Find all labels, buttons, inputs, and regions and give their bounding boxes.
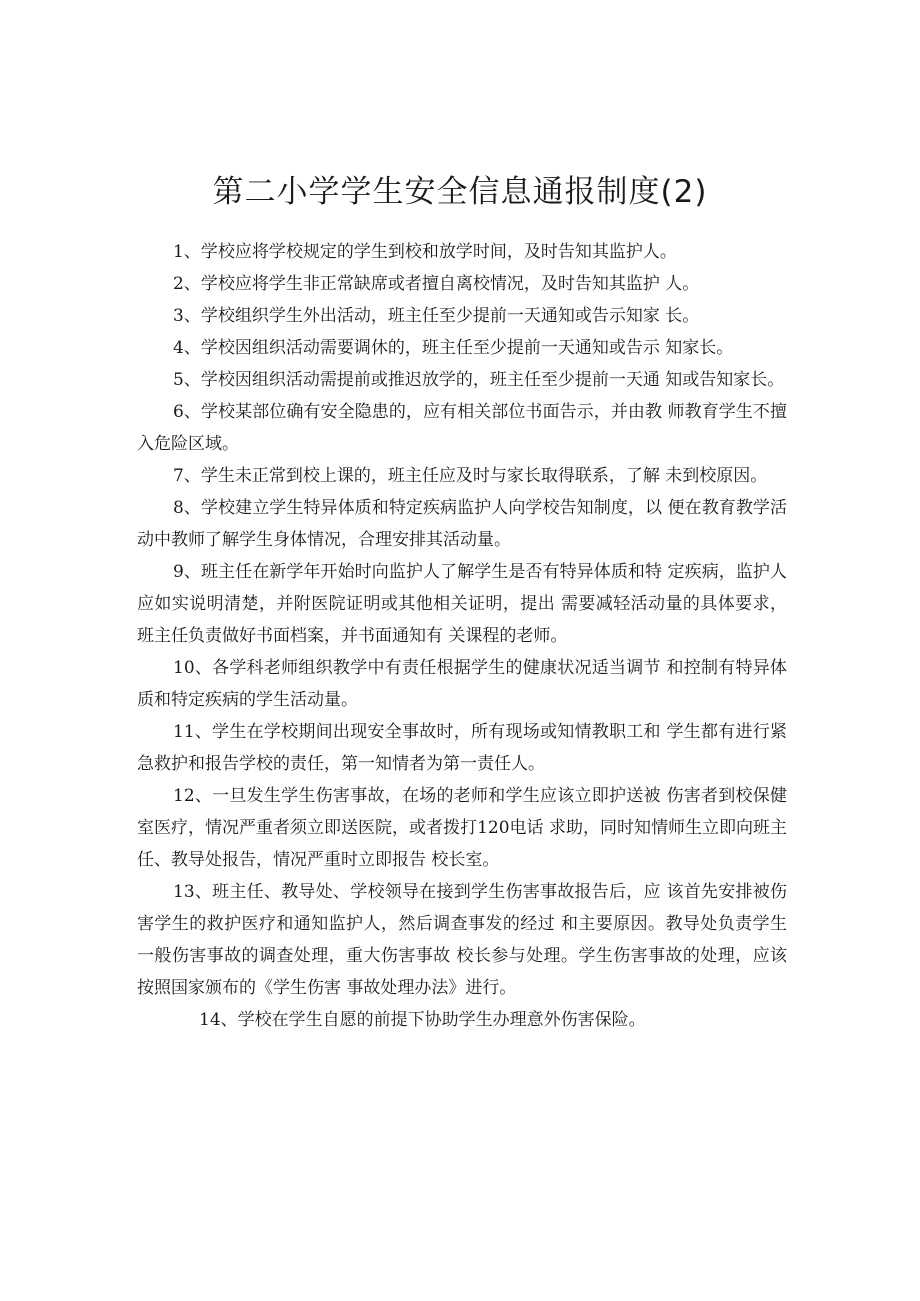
document-body (137, 236, 787, 1036)
paragraph-5: 5、学校因组织活动需提前或推迟放学的，班主任至少提前一天通 知或告知家长。 (173, 370, 785, 390)
paragraph-4: 4、学校因组织活动需要调休的，班主任至少提前一天通知或告示 知家长。 (173, 338, 734, 358)
paragraph-3: 3、学校组织学生外出活动，班主任至少提前一天通知或告示知家 长。 (173, 306, 700, 326)
paragraph-7: 7、学生未正常到校上课的，班主任应及时与家长取得联系，了解 未到校原因。 (173, 466, 768, 486)
paragraph-2: 2、学校应将学生非正常缺席或者擅自离校情况，及时告知其监护 人。 (173, 274, 700, 294)
paragraph-11: 11、学生在学校期间出现安全事故时，所有现场或知情教职工和 学生都有进行紧急救护和报告学校的责任，第一知情者为第一责任人。 (137, 722, 787, 774)
paragraph-12: 12、一旦发生学生伤害事故，在场的老师和学生应该立即护送被 伤害者到校保健室医疗，情况严重者须立即送医院，或者拨打120电话 求助，同时知情师生立即向班主任、教导处报告，情况严重时立即报告 校长室。 (137, 786, 787, 870)
paragraph-13: 13、班主任、教导处、学校领导在接到学生伤害事故报告后，应 该首先安排被伤害学生的救护医疗和通知监护人，然后调查事发的经过 和主要原因。教导处负责学生一般伤害事故的调查处理，重大伤害事故 校长参与处理。学生伤害事故的处理，应该按照国家颁布的《学生伤害 事故处理办法》进行。 (137, 882, 787, 998)
paragraph-8: 8、学校建立学生特异体质和特定疾病监护人向学校告知制度，以 便在教育教学活动中教师了解学生身体情况，合理安排其活动量。 (137, 498, 787, 550)
document-title: 第二小学学生安全信息通报制度(2) (212, 174, 708, 210)
paragraph-1: 1、学校应将学校规定的学生到校和放学时间，及时告知其监护人。 (173, 242, 677, 262)
paragraph-10: 10、各学科老师组织教学中有责任根据学生的健康状况适当调节 和控制有特异体质和特定疾病的学生活动量。 (137, 658, 787, 710)
paragraph-9: 9、班主任在新学年开始时向监护人了解学生是否有特异体质和特 定疾病，监护人应如实说明清楚，并附医院证明或其他相关证明，提出 需要减轻活动量的具体要求，班主任负责做好书面档案，并书面通知有 关课程的老师。 (137, 562, 787, 646)
paragraph-14: 14、学校在学生自愿的前提下协助学生办理意外伤害保险。 (199, 1010, 646, 1030)
paragraph-6: 6、学校某部位确有安全隐患的，应有相关部位书面告示，并由教 师教育学生不擅入危险区域。 (137, 402, 787, 454)
